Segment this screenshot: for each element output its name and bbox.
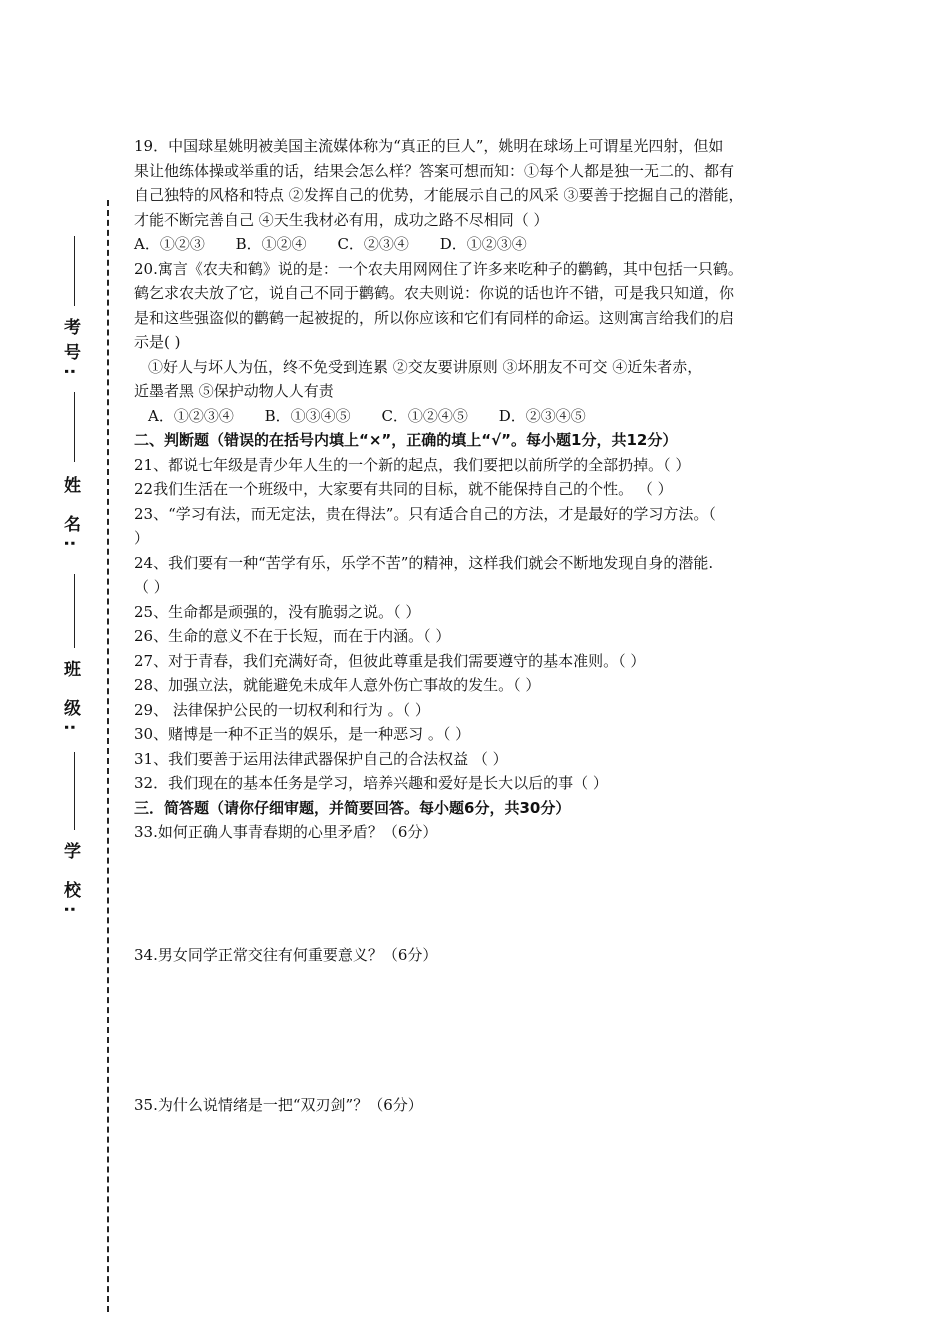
option-a: A．①②③④ — [148, 406, 234, 425]
question-19 — [134, 134, 834, 257]
school-label: 学 校: — [60, 842, 80, 921]
answer-space-33[interactable] — [134, 845, 834, 943]
true-false-item: 22我们生活在一个班级中，大家要有共同的目标，就不能保持自己的个性。 （ ） — [134, 480, 673, 498]
true-false-item: 21、都说七年级是青少年人生的一个新的起点，我们要把以前所学的全部扔掉。（ ） — [134, 455, 691, 474]
option-a: A．①②③ — [134, 235, 205, 253]
question-35: 35.为什么说情绪是一把“双刃剑”？（6分） — [134, 1096, 423, 1114]
true-false-item: 25、生命都是顽强的，没有脆弱之说。（ ） — [134, 602, 421, 621]
true-false-item: 30、赌博是一种不正当的娱乐，是一种恶习 。（ ） — [134, 725, 471, 743]
question-19-line: 19．中国球星姚明被美国主流媒体称为“真正的巨人”，姚明在球场上可谓星光四射，但如 — [134, 137, 724, 155]
option-d: D．①②③④ — [439, 235, 527, 253]
exam-number-blank — [74, 236, 75, 306]
name-blank — [74, 392, 75, 462]
true-false-item: 28、加强立法，就能避免未成年人意外伤亡事故的发生。（ ） — [134, 676, 541, 694]
option-b: B．①②④ — [235, 235, 307, 253]
question-20-options — [134, 404, 834, 429]
true-false-item: 31、我们要善于运用法律武器保护自己的合法权益 （ ） — [134, 749, 508, 768]
question-34: 34.男女同学正常交往有何重要意义？（6分） — [134, 945, 438, 964]
section-true-false — [134, 428, 834, 796]
question-20-line: 20.寓言《农夫和鹤》说的是：一个农夫用网网住了许多来吃种子的鹳鹤，其中包括一只鹤。 — [134, 259, 743, 278]
section-2-heading: 二、判断题（错误的在括号内填上“×”，正确的填上“√”。每小题1分，共12分） — [134, 431, 678, 449]
true-false-item: 32．我们现在的基本任务是学习，培养兴趣和爱好是长大以后的事（ ） — [134, 774, 608, 792]
answer-space-34[interactable] — [134, 967, 834, 1093]
question-20-statements: ①好人与坏人为伍，终不免受到连累 ②交友要讲原则 ③坏朋友不可交 ④近朱者赤， — [148, 357, 703, 376]
exam-page-content — [134, 134, 834, 1118]
class-blank — [74, 574, 75, 648]
section-3-heading: 三．简答题（请你仔细审题，并简要回答。每小题6分，共30分） — [134, 798, 571, 817]
question-19-line: 果让他练体操或举重的话，结果会怎么样？答案可想而知：①每个人都是独一无二的、都有 — [134, 161, 735, 180]
question-19-line: 才能不断完善自己 ④天生我材必有用，成功之路不尽相同（ ） — [134, 210, 549, 229]
question-20-line: 示是( ) — [134, 333, 181, 351]
exam-number-label: 考号: — [60, 318, 80, 383]
option-b: B．①③④⑤ — [264, 406, 351, 425]
school-blank — [74, 752, 75, 830]
section-short-answer — [134, 796, 834, 1118]
option-c: C．②③④ — [337, 235, 409, 253]
question-20-line: 鹤乞求农夫放了它，说自己不同于鹳鹤。农夫则说：你说的话也许不错，可是我只知道，你 — [134, 284, 735, 302]
question-20-statements: 近墨者黑 ⑤保护动物人人有责 — [134, 382, 334, 400]
binding-dashed-line — [107, 200, 109, 1312]
question-19-options — [134, 232, 834, 257]
true-false-item: 29、 法律保护公民的一切权利和行为 。（ ） — [134, 700, 430, 719]
option-c: C．①②④⑤ — [381, 406, 468, 425]
true-false-item: 24、我们要有一种“苦学有乐，乐学不苦”的精神，这样我们就会不断地发现自身的潜能. — [134, 553, 714, 572]
option-d: D．②③④⑤ — [498, 406, 586, 425]
question-33: 33.如何正确人事青春期的心里矛盾？（6分） — [134, 823, 438, 841]
true-false-item: ） — [134, 529, 150, 547]
question-19-line: 自己独特的风格和特点 ②发挥自己的优势，才能展示自己的风采 ③要善于挖掘自己的潜能， — [134, 186, 744, 204]
class-label: 班 级: — [60, 660, 80, 739]
true-false-item: 27、对于青春，我们充满好奇，但彼此尊重是我们需要遵守的基本准则。（ ） — [134, 651, 646, 670]
true-false-item: （ ） — [134, 578, 169, 596]
true-false-item: 26、生命的意义不在于长短，而在于内涵。（ ） — [134, 627, 451, 645]
true-false-item: 23、“学习有法，而无定法，贵在得法”。只有适合自己的方法，才是最好的学习方法。（ — [134, 504, 716, 523]
name-label: 姓 名: — [60, 476, 80, 555]
question-20-line: 是和这些强盗似的鹳鹤一起被捉的，所以你应该和它们有同样的命运。这则寓言给我们的启 — [134, 308, 735, 327]
question-20 — [134, 257, 834, 429]
